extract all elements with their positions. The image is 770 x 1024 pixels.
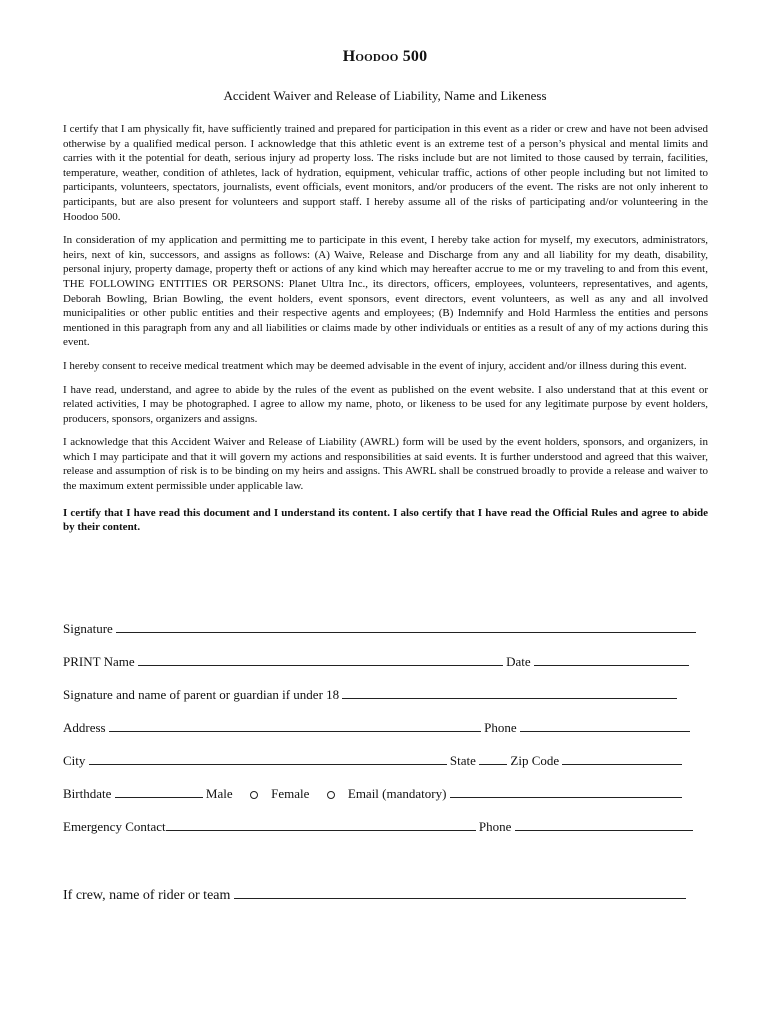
paragraph-fitness: I certify that I am physically fit, have sufficiently trained and prepared for participation in this event as a rider or crew and have not been advised otherwise by a qualified medical person. I acknowledge that this athletic event is an extreme test of a person’s physical and mental limits and carries with it the potential for death, serious injury ad property loss. The risks include but are not limited to those caused by terrain, facilities, temperature, weather, condition of athletes, lack of hydration, equipment, vehicular traffic, actions of other people including but not limited to participants, volunteers, spectators, journalists, event officials, event monitors, and/or producers of the event. The risks are not only inherent to participants, but are also present for volunteers and support staff. I hereby assume all of the risks of participating and/or volunteering in the Hoodoo 500. — [63, 123, 708, 223]
emergency-contact-label: Emergency Contact — [63, 819, 166, 834]
email-label: Email (mandatory) — [347, 786, 447, 801]
zip-field[interactable] — [562, 752, 682, 765]
signature-field[interactable] — [116, 620, 696, 633]
address-label: Address — [63, 720, 106, 735]
guardian-label: Signature and name of parent or guardian if under 18 — [63, 687, 340, 702]
male-label: Male — [205, 786, 233, 801]
city-label: City — [63, 753, 86, 768]
state-label: State — [449, 753, 476, 768]
female-radio[interactable] — [327, 791, 335, 799]
date-label: Date — [506, 654, 531, 669]
paragraph-awrl: I acknowledge that this Accident Waiver and Release of Liability (AWRL) form will be used by the event holders, sponsors, and organizers, in which I may participate and that it will govern my actions and responsibilities at said events. It is further understood and agreed that this waiver, release and assumption of risk is to be binding on my heirs and assigns. This AWRL shall be construed broadly to provide a release and waiver to the maximum extent permissible under applicable law. — [63, 436, 708, 493]
crew-row — [63, 886, 708, 904]
birthdate-label: Birthdate — [63, 786, 112, 801]
city-row — [63, 752, 708, 769]
document-subtitle: Accident Waiver and Release of Liability, Name and Likeness — [223, 88, 547, 103]
phone-field[interactable] — [520, 719, 690, 732]
birthdate-field[interactable] — [115, 785, 203, 798]
emergency-phone-field[interactable] — [515, 818, 693, 831]
emergency-row — [63, 818, 708, 835]
state-field[interactable] — [479, 752, 507, 765]
paragraph-release: In consideration of my application and permitting me to participate in this event, I hereby take action for myself, my executors, administrators, heirs, next of kin, successors, and assigns as follows: (A) Waive, Release and Discharge from any and all liability for my death, disability, personal injury, property damage, property theft or actions of any kind which may hereafter accrue to me or my traveling to and from this event, THE FOLLOWING ENTITIES OR PERSONS: Planet Ultra Inc., its directors, officers, employees, volunteers, representatives, and agents, Deborah Bowling, Brian Bowling, the event holders, event sponsors, event directors, event volunteers, as well as any and all involved municipalities or other public entities and their respective agents and employees; (B) Indemnify and Hold Harmless the entities and persons mentioned in this paragraph from any and all liabilities or claims made by other individuals or entities as a result of any of my actions during this event. — [63, 234, 708, 349]
crew-rider-team-field[interactable] — [234, 886, 686, 899]
address-field[interactable] — [109, 719, 481, 732]
address-row — [63, 719, 708, 736]
signature-label: Signature — [63, 621, 113, 636]
zip-label: Zip Code — [510, 753, 560, 768]
certification-statement: I certify that I have read this document and I understand its content. I also certify that I have read the Official Rules and agree to abide by their content. — [63, 506, 708, 534]
paragraph-rules-likeness: I have read, understand, and agree to abide by the rules of the event as published on the event website. I also understand that at this event or related activities, I may be photographed. I agree to allow my name, photo, or likeness to be used for any legitimate purpose by event holders, producers, sponsors, organizers and assigns. — [63, 383, 708, 425]
signature-row — [63, 620, 708, 637]
male-radio[interactable] — [250, 791, 258, 799]
emergency-contact-field[interactable] — [166, 818, 476, 831]
print-name-field[interactable] — [138, 653, 503, 666]
print-name-row — [63, 653, 708, 670]
date-field[interactable] — [534, 653, 689, 666]
guardian-signature-field[interactable] — [342, 686, 677, 699]
female-label: Female — [271, 786, 310, 801]
waiver-body — [63, 122, 708, 544]
email-field[interactable] — [450, 785, 682, 798]
birthdate-row — [63, 785, 708, 802]
city-field[interactable] — [89, 752, 447, 765]
crew-label: If crew, name of rider or team — [63, 888, 231, 903]
document-title: Hoodoo 500 — [342, 48, 428, 65]
guardian-row — [63, 686, 708, 703]
print-name-label: PRINT Name — [63, 654, 135, 669]
paragraph-medical: I hereby consent to receive medical treatment which may be deemed advisable in the event of injury, accident and/or illness during this event. — [63, 359, 687, 372]
phone-label: Phone — [484, 720, 517, 735]
emergency-phone-label: Phone — [478, 819, 512, 834]
